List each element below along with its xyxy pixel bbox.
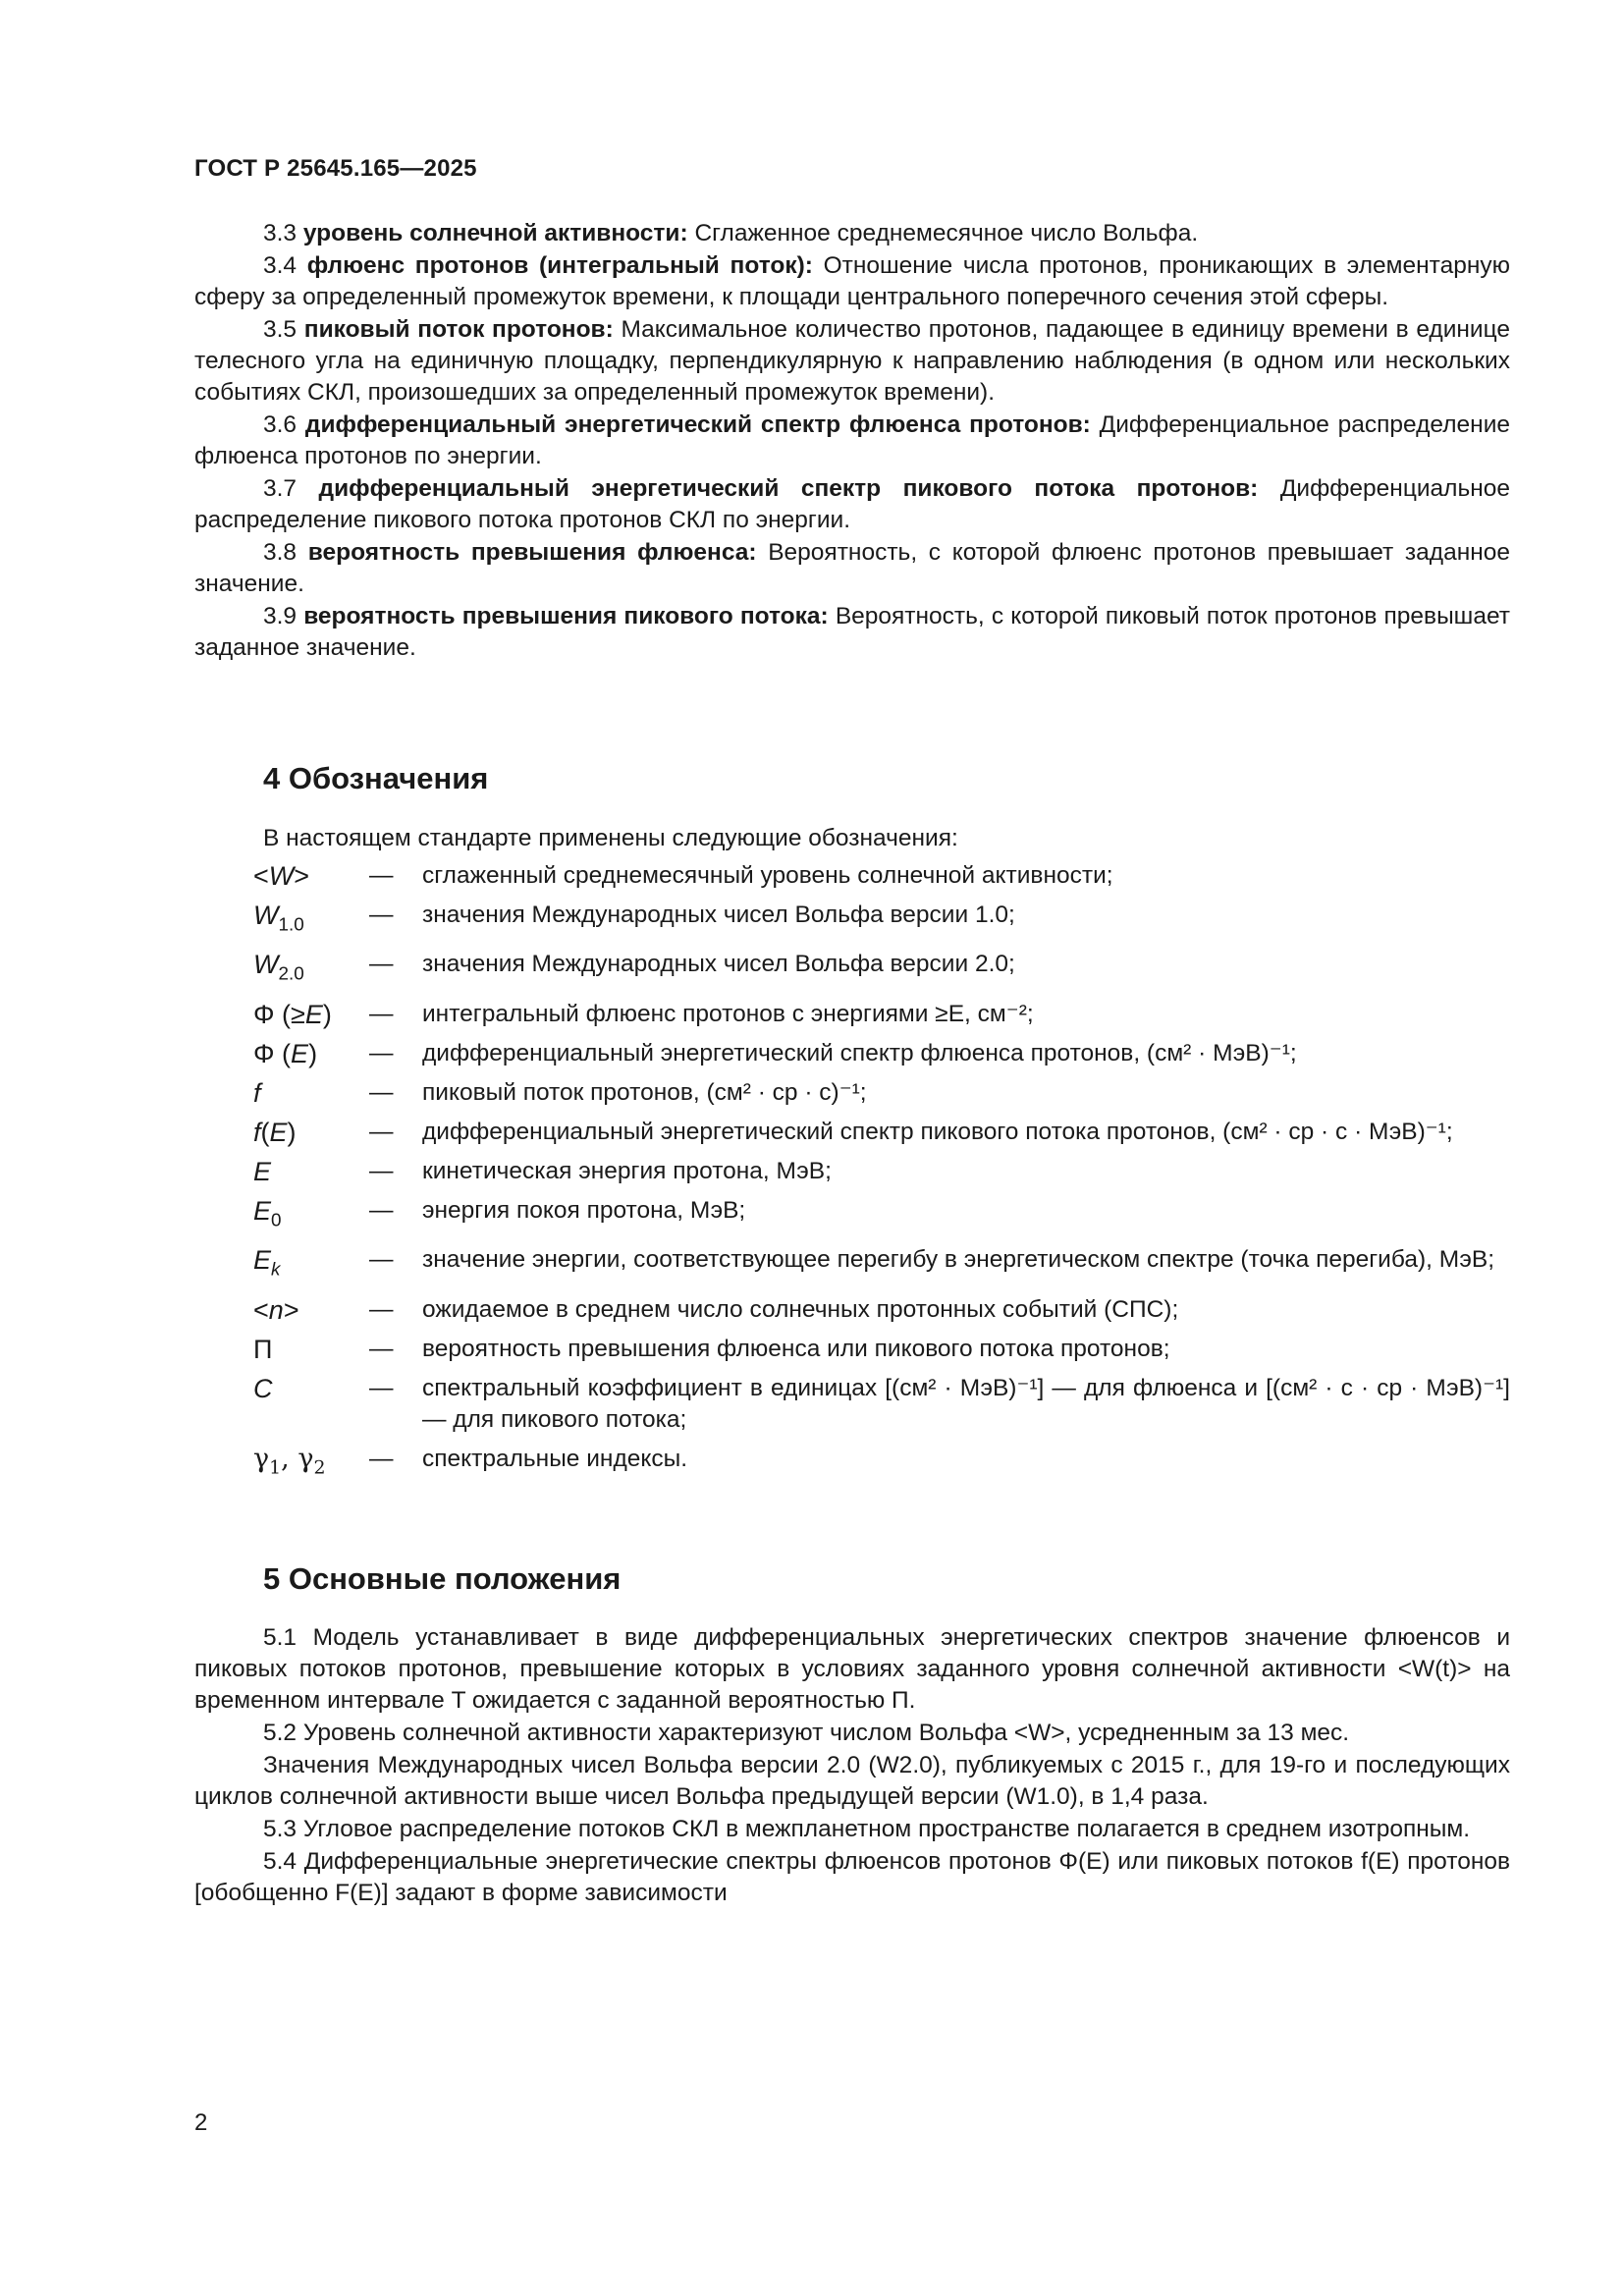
symbol-row (253, 1436, 1510, 1483)
document-code: ГОСТ Р 25645.165—2025 (194, 155, 477, 182)
symbol-row (253, 991, 1510, 1030)
dash: — (369, 1039, 394, 1066)
dash: — (369, 902, 394, 928)
dash: — (369, 1374, 394, 1401)
symbol-row (253, 1109, 1510, 1148)
symbol-description: спектральный коэффициент в единицах [(см² · МэВ)⁻¹] — для флюенса и [(см² · с · ср · МэВ)⁻¹] — для пикового потока; (422, 1374, 1510, 1433)
dash: — (369, 1118, 394, 1145)
symbol-gamma: $\gamma_1$, $\gamma_2$ (253, 1443, 326, 1478)
symbol-w-avg: <W> (253, 861, 310, 891)
symbol-description: дифференциальный энергетический спектр пикового потока протонов, (см² · ср · с · МэВ)⁻¹; (422, 1118, 1453, 1145)
paragraph-5-2-cont: Значения Международных чисел Вольфа версии 2.0 (W2.0), публикуемых с 2015 г., для 19-го и последующих циклов солнечной активности выше чисел Вольфа предыдущей версии (W1.0), в 1,4 раза. (194, 1752, 1510, 1810)
symbol-row (253, 1365, 1510, 1436)
dash: — (369, 1157, 394, 1184)
definition-3-3: 3.3 уровень солнечной активности: Сглаженное среднемесячное число Вольфа. (263, 220, 1199, 246)
symbol-row (253, 1069, 1510, 1109)
dash: — (369, 951, 394, 978)
section-5-heading: 5 Основные положения (263, 1561, 622, 1596)
symbol-p: П (253, 1334, 273, 1364)
section-5-body (194, 1622, 1510, 1910)
symbol-description: дифференциальный энергетический спектр флюенса протонов, (см² · МэВ)⁻¹; (422, 1039, 1297, 1066)
symbol-phi-e: Φ (E) (253, 1038, 318, 1068)
symbol-row (253, 1030, 1510, 1069)
definition-3-8: 3.8 вероятность превышения флюенса: Вероятность, с которой флюенс протонов превышает заданное значение. (194, 539, 1511, 597)
symbol-n-avg: <n> (253, 1294, 299, 1325)
symbol-description: значения Международных чисел Вольфа версии 1.0; (422, 902, 1015, 928)
dash: — (369, 1445, 394, 1472)
symbol-w10: $W_{1.0}$ (253, 901, 304, 936)
symbol-description: ожидаемое в среднем число солнечных протонных событий (СПС); (422, 1295, 1179, 1323)
symbol-description: кинетическая энергия протона, МэВ; (422, 1157, 832, 1184)
symbol-ek: $E_k$ (253, 1245, 281, 1281)
dash: — (369, 862, 394, 889)
symbol-row (253, 1236, 1510, 1285)
symbol-row (253, 1148, 1510, 1187)
section-4-heading: 4 Обозначения (263, 761, 489, 795)
paragraph-5-1: 5.1 Модель устанавливает в виде дифференциальных энергетических спектров значение флюенсов и пиковых потоков протонов, превышение которых в условиях заданного уровня солнечной активности <W(t)> на временном интервале T ожидается с заданной вероятностью П. (194, 1624, 1510, 1714)
definition-3-9: 3.9 вероятность превышения пикового потока: Вероятность, с которой пиковый поток протонов превышает заданное значение. (194, 603, 1510, 661)
dash: — (369, 1295, 394, 1323)
symbol-e: E (253, 1156, 272, 1186)
dash: — (369, 1246, 394, 1274)
section-4-intro: В настоящем стандарте применены следующие обозначения: (263, 825, 958, 851)
symbol-description: сглаженный среднемесячный уровень солнечной активности; (422, 862, 1113, 889)
definition-3-4: 3.4 флюенс протонов (интегральный поток): Отношение числа протонов, проникающих в элементарную сферу за определенный промежуток времени, к площади центрального поперечного сечения этой сферы. (194, 252, 1510, 310)
symbol-description: спектральные индексы. (422, 1445, 688, 1472)
symbol-row (253, 1326, 1510, 1365)
paragraph-5-4: 5.4 Дифференциальные энергетические спектры флюенсов протонов Φ(E) или пиковых потоков f(E) протонов [обобщенно F(E)] задают в форме зависимости (194, 1848, 1510, 1906)
symbol-description: вероятность превышения флюенса или пикового потока протонов; (422, 1335, 1170, 1362)
symbol-c: C (253, 1373, 273, 1403)
symbol-description: пиковый поток протонов, (см² · ср · с)⁻¹; (422, 1078, 867, 1106)
paragraph-5-3: 5.3 Угловое распределение потоков СКЛ в межпланетном пространстве полагается в среднем изотропным. (263, 1816, 1471, 1842)
symbol-description: интегральный флюенс протонов с энергиями ≥E, см⁻²; (422, 1000, 1034, 1027)
dash: — (369, 1000, 394, 1027)
symbol-f-e: f(E) (253, 1117, 297, 1147)
symbol-phi-integral: Φ (≥E) (253, 999, 332, 1029)
symbol-f: f (253, 1077, 261, 1108)
symbol-row (253, 1286, 1510, 1326)
symbol-row (253, 860, 1510, 892)
dash: — (369, 1196, 394, 1224)
definition-3-7: 3.7 дифференциальный энергетический спектр пикового потока протонов: Дифференциальное распределение пикового потока протонов СКЛ по энергии. (194, 475, 1510, 533)
paragraph-5-2: 5.2 Уровень солнечной активности характеризуют числом Вольфа <W>, усредненным за 13 мес. (263, 1720, 1350, 1746)
definition-3-6: 3.6 дифференциальный энергетический спектр флюенса протонов: Дифференциальное распределение флюенса протонов по энергии. (194, 411, 1511, 469)
symbol-row (253, 892, 1510, 941)
page-number: 2 (194, 2109, 208, 2136)
symbol-description: значения Международных чисел Вольфа версии 2.0; (422, 951, 1015, 978)
symbols-table (253, 860, 1510, 1483)
definition-3-5: 3.5 пиковый поток протонов: Максимальное количество протонов, падающее в единицу времени в единице телесного угла на единичную площадку, перпендикулярную к направлению наблюдения (в одном или нескольких событиях СКЛ, произошедших за определенный промежуток времени). (194, 316, 1510, 406)
dash: — (369, 1335, 394, 1362)
symbol-w20: $W_{2.0}$ (253, 950, 304, 985)
symbol-row (253, 1187, 1510, 1236)
symbol-e0: $E_0$ (253, 1195, 282, 1231)
symbol-description: значение энергии, соответствующее перегибу в энергетическом спектре (точка перегиба), МэВ; (422, 1246, 1495, 1274)
symbol-row (253, 941, 1510, 990)
definitions-block (194, 218, 1510, 665)
dash: — (369, 1078, 394, 1106)
symbol-description: энергия покоя протона, МэВ; (422, 1196, 746, 1224)
